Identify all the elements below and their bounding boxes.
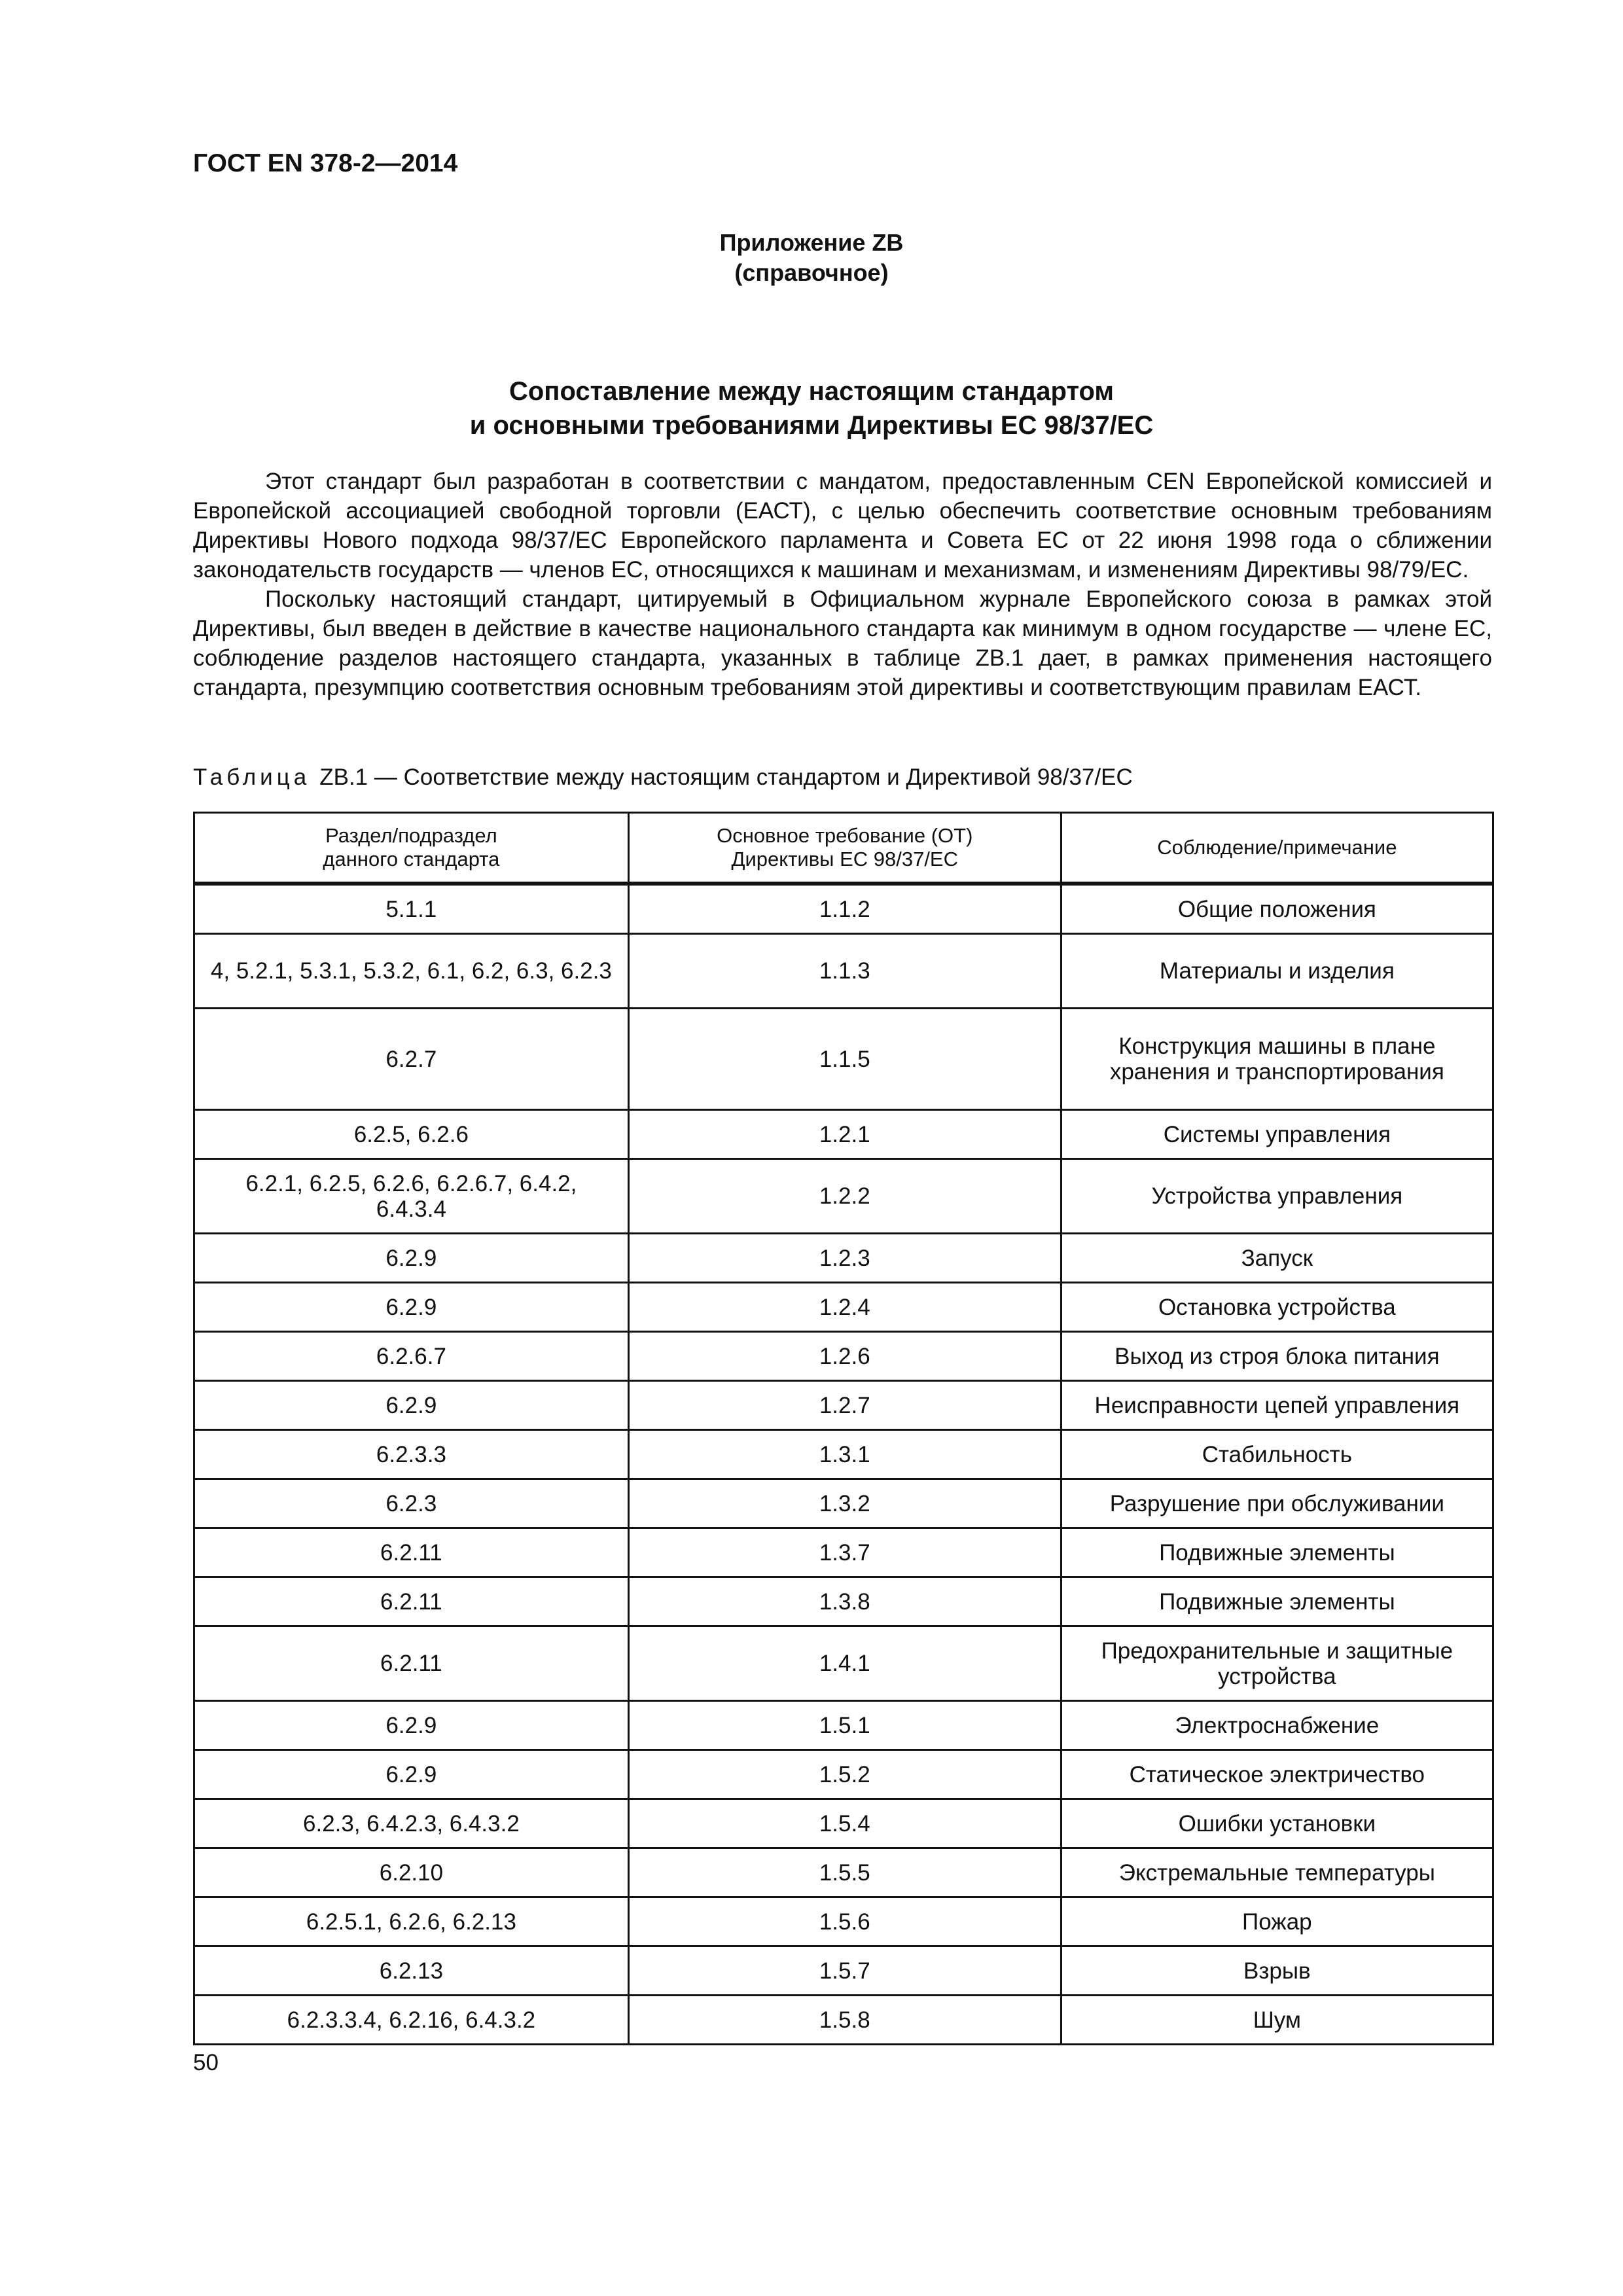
cell-section: 6.2.9 [194, 1750, 629, 1799]
table-row [194, 1381, 1493, 1430]
section-title-line-2: и основными требованиями Директивы ЕС 98/37/ЕС [469, 411, 1154, 440]
table-row [194, 1110, 1493, 1159]
cell-section: 6.2.10 [194, 1848, 629, 1897]
section-title [0, 374, 1623, 442]
table-row [194, 1577, 1493, 1626]
table-row [194, 1626, 1493, 1701]
cell-note: Конструкция машины в плане хранения и транспортирования [1061, 1009, 1493, 1110]
cell-requirement: 1.3.1 [628, 1430, 1061, 1479]
cell-requirement: 1.5.6 [628, 1897, 1061, 1946]
cell-section: 6.2.11 [194, 1626, 629, 1701]
cell-section: 6.2.3.3.4, 6.2.16, 6.4.3.2 [194, 1996, 629, 2045]
cell-note: Предохранительные и защитные устройства [1061, 1626, 1493, 1701]
cell-section: 6.2.11 [194, 1528, 629, 1577]
document-header: ГОСТ EN 378-2—2014 [193, 149, 458, 177]
cell-section: 4, 5.2.1, 5.3.1, 5.3.2, 6.1, 6.2, 6.3, 6.2.3 [194, 934, 629, 1009]
cell-section: 6.2.3.3 [194, 1430, 629, 1479]
cell-requirement: 1.5.5 [628, 1848, 1061, 1897]
cell-section: 6.2.1, 6.2.5, 6.2.6, 6.2.6.7, 6.4.2, 6.4.3.4 [194, 1159, 629, 1234]
cell-note: Подвижные элементы [1061, 1528, 1493, 1577]
cell-note: Электроснабжение [1061, 1701, 1493, 1750]
cell-note: Запуск [1061, 1234, 1493, 1283]
cell-note: Взрыв [1061, 1946, 1493, 1996]
cell-requirement: 1.1.5 [628, 1009, 1061, 1110]
cell-section: 6.2.9 [194, 1283, 629, 1332]
cell-requirement: 1.2.2 [628, 1159, 1061, 1234]
table-caption-label: Таблица [193, 764, 311, 790]
cell-note: Статическое электричество [1061, 1750, 1493, 1799]
table-row [194, 1996, 1493, 2045]
table-row [194, 1430, 1493, 1479]
cell-requirement: 1.2.3 [628, 1234, 1061, 1283]
table-row [194, 1897, 1493, 1946]
cell-note: Пожар [1061, 1897, 1493, 1946]
cell-section: 6.2.5, 6.2.6 [194, 1110, 629, 1159]
header-section: Раздел/подраздел данного стандарта [194, 813, 629, 884]
cell-section: 6.2.5.1, 6.2.6, 6.2.13 [194, 1897, 629, 1946]
cell-requirement: 1.3.7 [628, 1528, 1061, 1577]
cell-requirement: 1.2.1 [628, 1110, 1061, 1159]
table-row [194, 1234, 1493, 1283]
annex-title: Приложение ZB [719, 229, 904, 256]
cell-note: Ошибки установки [1061, 1799, 1493, 1848]
cell-section: 6.2.3, 6.4.2.3, 6.4.3.2 [194, 1799, 629, 1848]
cell-requirement: 1.5.1 [628, 1701, 1061, 1750]
cell-requirement: 1.5.4 [628, 1799, 1061, 1848]
body-text [193, 467, 1492, 702]
page-number: 50 [193, 2050, 219, 2075]
cell-section: 6.2.11 [194, 1577, 629, 1626]
cell-note: Шум [1061, 1996, 1493, 2045]
correspondence-table [193, 812, 1494, 2045]
annex-type: (справочное) [734, 259, 889, 286]
cell-note: Экстремальные температуры [1061, 1848, 1493, 1897]
cell-requirement: 1.5.7 [628, 1946, 1061, 1996]
table-row [194, 1750, 1493, 1799]
cell-requirement: 1.4.1 [628, 1626, 1061, 1701]
cell-requirement: 1.5.2 [628, 1750, 1061, 1799]
cell-note: Стабильность [1061, 1430, 1493, 1479]
cell-requirement: 1.2.7 [628, 1381, 1061, 1430]
table-caption-text: ZB.1 — Соответствие между настоящим стандартом и Директивой 98/37/ЕС [319, 764, 1133, 790]
cell-note: Системы управления [1061, 1110, 1493, 1159]
paragraph-presumption: Поскольку настоящий стандарт, цитируемый в Официальном журнале Европейского союза в рамках этой Директивы, был введен в действие в качестве национального стандарта как минимум в одном государстве — члене ЕС, соблюдение разделов настоящего стандарта, указанных в таблице ZB.1 дает, в рамках применения настоящего стандарта, презумпцию соответствия основным требованиям этой директивы и соответствующим правилам ЕАСТ. [193, 586, 1492, 700]
cell-requirement: 1.3.2 [628, 1479, 1061, 1528]
table-row [194, 1528, 1493, 1577]
cell-requirement: 1.2.4 [628, 1283, 1061, 1332]
cell-requirement: 1.1.2 [628, 884, 1061, 934]
cell-requirement: 1.2.6 [628, 1332, 1061, 1381]
cell-section: 6.2.9 [194, 1701, 629, 1750]
cell-note: Выход из строя блока питания [1061, 1332, 1493, 1381]
cell-requirement: 1.5.8 [628, 1996, 1061, 2045]
cell-requirement: 1.1.3 [628, 934, 1061, 1009]
paragraph-mandate: Этот стандарт был разработан в соответствии с мандатом, предоставленным CEN Европейской комиссией и Европейской ассоциацией свободной торговли (ЕАСТ), с целью обеспечить соответствие основным требованиям Директивы Нового подхода 98/37/ЕС Европейского парламента и Совета ЕС от 22 июня 1998 года о сближении законодательств государств — членов ЕС, относящихся к машинам и механизмам, и изменениям Директивы 98/79/ЕС. [193, 469, 1492, 583]
table-row [194, 1848, 1493, 1897]
cell-section: 6.2.3 [194, 1479, 629, 1528]
annex-heading [0, 228, 1623, 288]
cell-section: 6.2.13 [194, 1946, 629, 1996]
table-row [194, 884, 1493, 934]
cell-note: Материалы и изделия [1061, 934, 1493, 1009]
table-caption [193, 764, 1133, 791]
cell-section: 6.2.6.7 [194, 1332, 629, 1381]
table-row [194, 1159, 1493, 1234]
cell-section: 5.1.1 [194, 884, 629, 934]
table-row [194, 1799, 1493, 1848]
cell-note: Неисправности цепей управления [1061, 1381, 1493, 1430]
cell-note: Остановка устройства [1061, 1283, 1493, 1332]
cell-note: Общие положения [1061, 884, 1493, 934]
cell-section: 6.2.9 [194, 1381, 629, 1430]
table-row [194, 1701, 1493, 1750]
cell-note: Устройства управления [1061, 1159, 1493, 1234]
table-header-row [194, 813, 1493, 884]
cell-section: 6.2.9 [194, 1234, 629, 1283]
table-row [194, 934, 1493, 1009]
cell-note: Разрушение при обслуживании [1061, 1479, 1493, 1528]
cell-section: 6.2.7 [194, 1009, 629, 1110]
table-row [194, 1946, 1493, 1996]
table-row [194, 1009, 1493, 1110]
section-title-line-1: Сопоставление между настоящим стандартом [508, 377, 1115, 406]
header-note: Соблюдение/примечание [1061, 813, 1493, 884]
header-requirement: Основное требование (ОТ) Директивы ЕС 98/37/ЕС [628, 813, 1061, 884]
table-row [194, 1283, 1493, 1332]
table-row [194, 1479, 1493, 1528]
table-row [194, 1332, 1493, 1381]
cell-note: Подвижные элементы [1061, 1577, 1493, 1626]
cell-requirement: 1.3.8 [628, 1577, 1061, 1626]
